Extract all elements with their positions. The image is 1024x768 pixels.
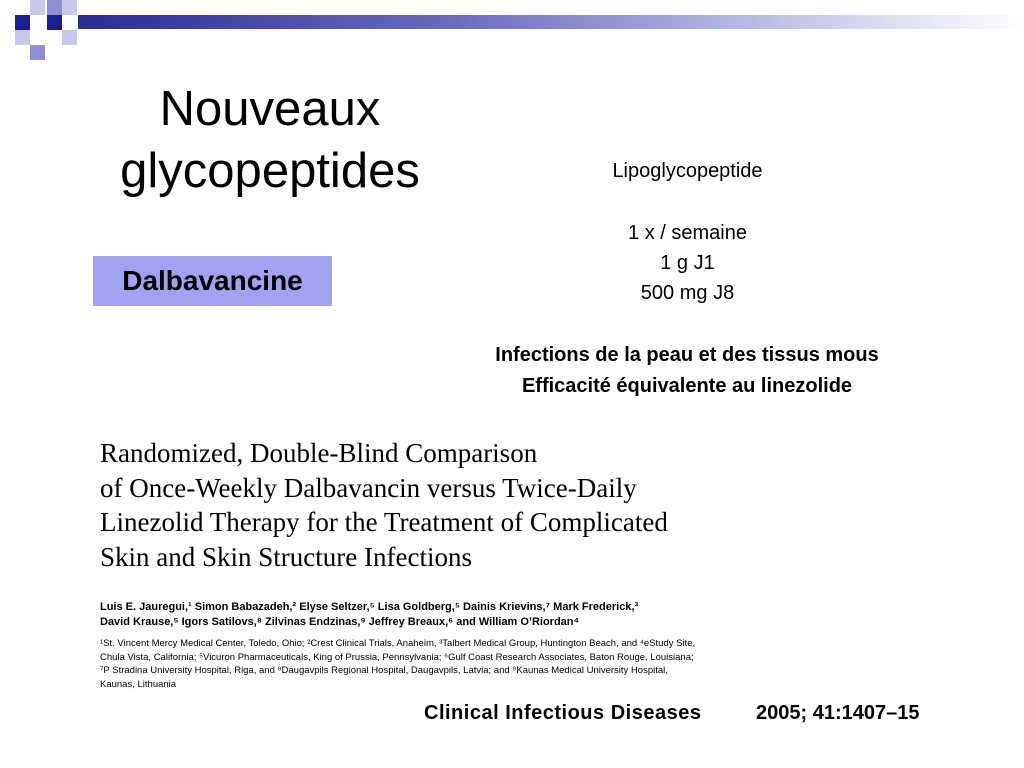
affiliation-line-3: ⁷P Stradina University Hospital, Riga, and ⁸Daugavpils Regional Hospital, Daugavpils, Latvia; and ⁹Kaunas Medical University Hospital, bbox=[100, 665, 668, 676]
slide-title-line-1: Nouveaux bbox=[159, 82, 381, 136]
dosing-frequency: 1 x / semaine bbox=[628, 222, 747, 244]
journal-name: Clinical Infectious Diseases bbox=[424, 702, 702, 724]
slide-title bbox=[70, 78, 470, 202]
corner-square-dark-1 bbox=[15, 15, 30, 30]
affiliation-line-4: Kaunas, Lithuania bbox=[100, 678, 177, 690]
affiliation-line-1: ¹St. Vincent Mercy Medical Center, Toledo, Ohio; ²Crest Clinical Trials, Anaheim, ³Talbert Medical Group, Huntington Beach, and ⁴eStudy Site, bbox=[100, 638, 696, 649]
finding-efficacy: Efficacité équivalente au linezolide bbox=[521, 375, 853, 397]
corner-square-mid-2 bbox=[30, 45, 45, 60]
article-affiliations bbox=[100, 637, 740, 691]
affiliation-line-2: Chula Vista, California; ⁵Vicuron Pharmaceuticals, King of Prussia, Pennsylvania; ⁶Gulf Coast Research Associates, Baton Rouge, Louisiana; bbox=[100, 651, 694, 663]
corner-square-mid-1 bbox=[47, 0, 62, 15]
slide-title-line-2: glycopeptides bbox=[120, 144, 420, 198]
authors-line-2: David Krause,⁵ Igors Satilovs,⁸ Zilvinas Endzinas,⁹ Jeffrey Breaux,⁶ and William O’Riordan⁴ bbox=[100, 616, 579, 628]
dosing-day1: 1 g J1 bbox=[660, 252, 715, 274]
drug-class-label: Lipoglycopeptide bbox=[612, 160, 763, 182]
journal-citation: 2005; 41:1407–15 bbox=[756, 702, 920, 724]
header-gradient-bar bbox=[78, 15, 1024, 29]
corner-square-light-2 bbox=[62, 0, 77, 15]
corner-square-light-4 bbox=[62, 30, 77, 45]
article-authors bbox=[100, 600, 700, 630]
finding-indication: Infections de la peau et des tissus mous bbox=[495, 344, 879, 366]
corner-square-dark-2 bbox=[47, 15, 62, 30]
article-title-line-4: Skin and Skin Structure Infections bbox=[100, 541, 472, 572]
authors-line-1: Luis E. Jauregui,¹ Simon Babazadeh,² Elyse Seltzer,⁵ Lisa Goldberg,⁵ Dainis Krievins,⁷ Mark Frederick,³ bbox=[100, 601, 639, 613]
drug-badge: Dalbavancine bbox=[93, 256, 332, 306]
article-title-line-2: of Once-Weekly Dalbavancin versus Twice-Daily bbox=[100, 472, 637, 503]
dosing-day8: 500 mg J8 bbox=[640, 282, 735, 304]
article-title-line-1: Randomized, Double-Blind Comparison bbox=[100, 438, 538, 468]
corner-square-light-1 bbox=[30, 0, 45, 15]
article-title bbox=[100, 436, 750, 574]
corner-square-light-3 bbox=[15, 30, 30, 45]
article-title-line-3: Linezolid Therapy for the Treatment of Complicated bbox=[100, 507, 668, 537]
